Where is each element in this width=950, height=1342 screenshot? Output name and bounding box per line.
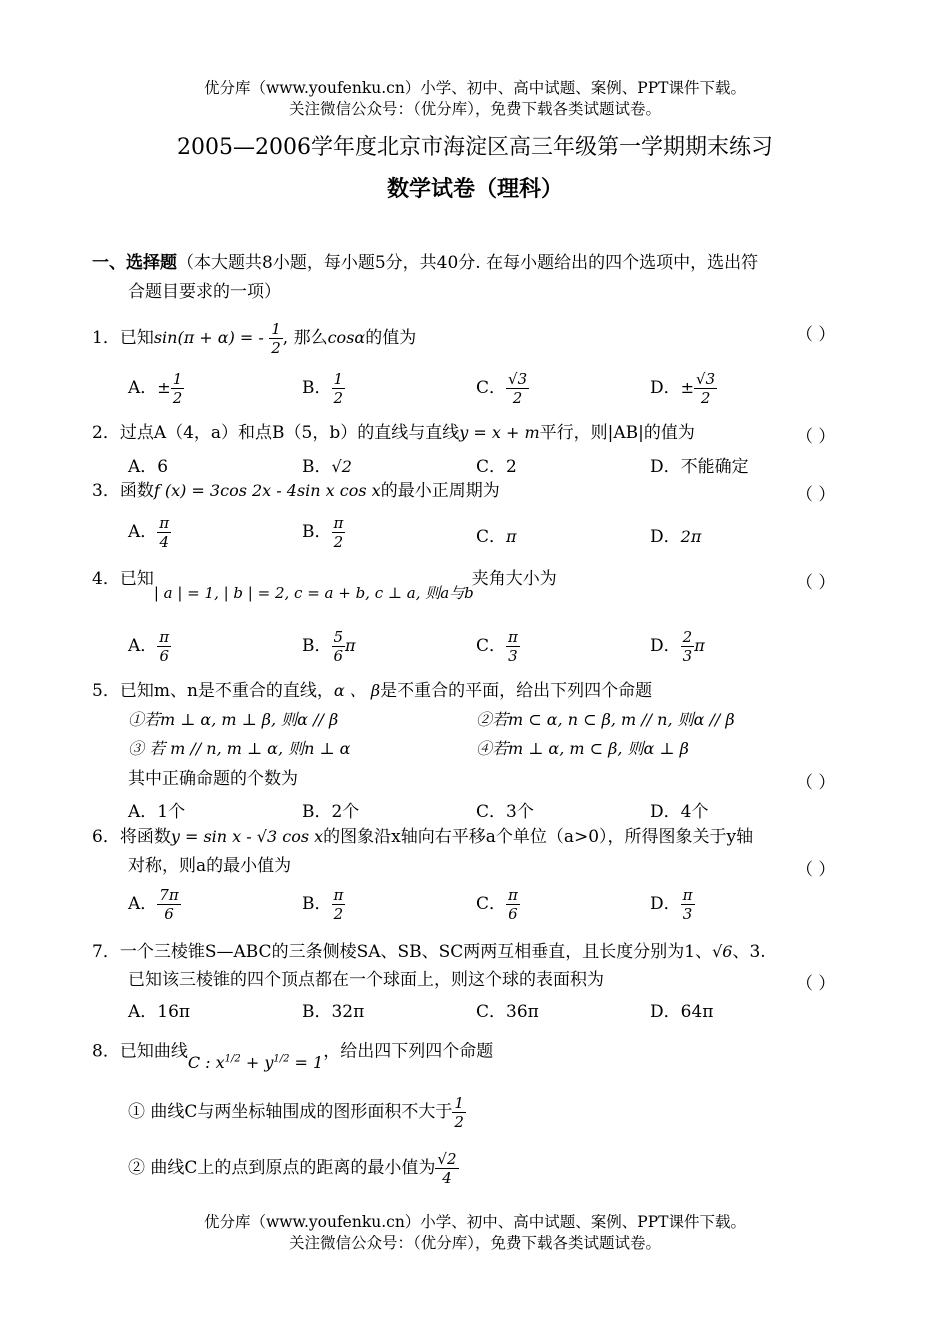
question-6: 6．将函数y = sin x - √3 cos x的图象沿x轴向右平移a个单位（a>0），所得图象关于y轴 — [92, 827, 754, 847]
q6-answer-paren: （ ） — [796, 860, 836, 880]
q6-option-b: B． $\frac{\pi}{2}$ — [302, 886, 344, 923]
q5-prompt: 其中正确命题的个数为 — [128, 769, 298, 789]
q3-option-a: A． $\frac{\pi}{4}$ — [128, 514, 170, 551]
q5-proposition-2: ②若m ⊂ α, n ⊂ β, m // n, 则α // β — [476, 710, 735, 729]
footer-line-2: 关注微信公众号：（优分库），免费下载各类试题试卷。 — [288, 1234, 661, 1252]
q7-line-2: 已知该三棱锥的四个顶点都在一个球面上，则这个球的表面积为 — [128, 970, 604, 990]
q8-expr: C : $x^{1/2} + y^{1/2} = 1$ — [187, 1053, 324, 1073]
q5-option-d: D．4个 — [650, 802, 709, 822]
q4-option-a: A． $\frac{\pi}{6}$ — [128, 628, 170, 665]
question-4: 4．已知| a | = 1, | b | = 2, c = a + b, c ⊥ a, 则a与b夹角大小为 — [92, 569, 557, 602]
q1-mid: , 那么 — [282, 328, 328, 348]
q6-line-2: 对称，则a的最小值为 — [128, 856, 292, 876]
q4-option-c: C． $\frac{\pi}{3}$ — [476, 628, 518, 665]
section-desc-2: 合题目要求的一项） — [128, 282, 281, 302]
q1-fraction: $\frac{1}{2}$ — [271, 320, 281, 357]
q1-option-c: C． $\frac{√3}{2}$ — [476, 370, 528, 407]
question-7: 7．一个三棱锥S—ABC的三条侧棱SA、SB、SC两两互相垂直，且长度分别为1、√6、3. — [92, 942, 766, 962]
q5-expr: α 、 β — [333, 681, 381, 700]
q4-option-b: B． $\frac{5}{6}$ π — [302, 628, 356, 665]
q1-option-a: A．± $\frac{1}{2}$ — [128, 370, 183, 407]
q7-option-a: A．16π — [128, 1002, 191, 1022]
q5-answer-paren: （ ） — [796, 773, 836, 793]
q2-expr: y = x + m — [459, 423, 540, 442]
q4-answer-paren: （ ） — [796, 573, 836, 593]
footer-line-1: 优分库（www.youfenku.cn）小学、初中、高中试题、案例、PPT课件下载。 — [203, 1213, 747, 1231]
section-heading — [92, 252, 758, 274]
q6-expr: y = sin x - √3 cos x — [170, 827, 324, 846]
section-label: 一、选择题 — [92, 253, 177, 273]
q1-number: 1． — [92, 328, 120, 348]
q6-option-d: D． $\frac{\pi}{3}$ — [650, 886, 693, 923]
q5-proposition-3: ③ 若 m // n, m ⊥ α, 则n ⊥ α — [128, 739, 351, 758]
q3-option-b: B． $\frac{\pi}{2}$ — [302, 514, 344, 551]
question-2: 2．过点A（4，a）和点B（5，b）的直线与直线y = x + m平行，则|AB|的值为 — [92, 423, 695, 443]
header-line-1: 优分库（www.youfenku.cn）小学、初中、高中试题、案例、PPT课件下载。 — [203, 79, 747, 97]
q1-option-d: D．± $\frac{√3}{2}$ — [650, 370, 716, 407]
question-8: 8．已知曲线C : $x^{1/2} + y^{1/2} = 1$，给出四下列四个命题 — [92, 1041, 494, 1073]
q2-option-d: D．不能确定 — [650, 457, 749, 477]
q8-proposition-1: ① 曲线C与两坐标轴围成的图形面积不大于 $\frac{1}{2}$ — [128, 1094, 464, 1131]
q1-expr2: cosα — [327, 328, 366, 347]
q3-answer-paren: （ ） — [796, 485, 836, 505]
q3-option-c: C．π — [476, 527, 517, 547]
q4-expr: | a | = 1, | b | = 2, c = a + b, c ⊥ a, 则a与b — [153, 584, 474, 602]
q3-option-d: D．2π — [650, 527, 702, 547]
q5-proposition-4: ④若m ⊥ α, m ⊂ β, 则α ⊥ β — [476, 739, 689, 758]
header-line-2: 关注微信公众号：（优分库），免费下载各类试题试卷。 — [288, 100, 661, 118]
q1-pre: 已知 — [119, 328, 154, 348]
q7-option-b: B．32π — [302, 1002, 365, 1022]
q5-option-c: C．3个 — [476, 802, 534, 822]
q1-answer-paren: （ ） — [796, 325, 836, 345]
question-3: 3．函数f (x) = 3cos 2x - 4sin x cos x的最小正周期为 — [92, 481, 500, 501]
q5-option-a: A．1个 — [128, 802, 186, 822]
section-desc-1: （本大题共8小题，每小题5分，共40分. 在每小题给出的四个选项中，选出符 — [177, 253, 759, 273]
q7-answer-paren: （ ） — [796, 974, 836, 994]
page-subtitle: 数学试卷（理科） — [386, 176, 563, 202]
q2-option-a: A．6 — [128, 457, 169, 477]
q7-option-d: D．64π — [650, 1002, 714, 1022]
q6-option-c: C． $\frac{\pi}{6}$ — [476, 886, 518, 923]
q5-proposition-1: ①若m ⊥ α, m ⊥ β, 则α // β — [128, 710, 339, 729]
q7-expr: √6 — [712, 942, 733, 961]
question-5: 5．已知m、n是不重合的直线，α 、 β是不重合的平面，给出下列四个命题 — [92, 681, 653, 701]
question-1 — [92, 320, 416, 357]
q3-expr: f (x) = 3cos 2x - 4sin x cos x — [153, 481, 381, 500]
q7-option-c: C．36π — [476, 1002, 539, 1022]
q6-option-a: A． $\frac{7\pi}{6}$ — [128, 886, 179, 923]
q8-proposition-2: ② 曲线C上的点到原点的距离的最小值为 $\frac{√2}{4}$ — [128, 1150, 457, 1187]
q2-option-c: C．2 — [476, 457, 517, 477]
q1-expr: sin(π + α) = - — [153, 328, 264, 347]
q2-option-b: B．√2 — [302, 457, 352, 477]
q1-option-b: B． $\frac{1}{2}$ — [302, 370, 344, 407]
q2-answer-paren: （ ） — [796, 427, 836, 447]
q1-post: 的值为 — [365, 328, 417, 348]
q5-option-b: B．2个 — [302, 802, 360, 822]
q4-option-d: D． $\frac{2}{3}$ π — [650, 628, 705, 665]
page-title: 2005—2006学年度北京市海淀区高三年级第一学期期末练习 — [177, 135, 773, 160]
